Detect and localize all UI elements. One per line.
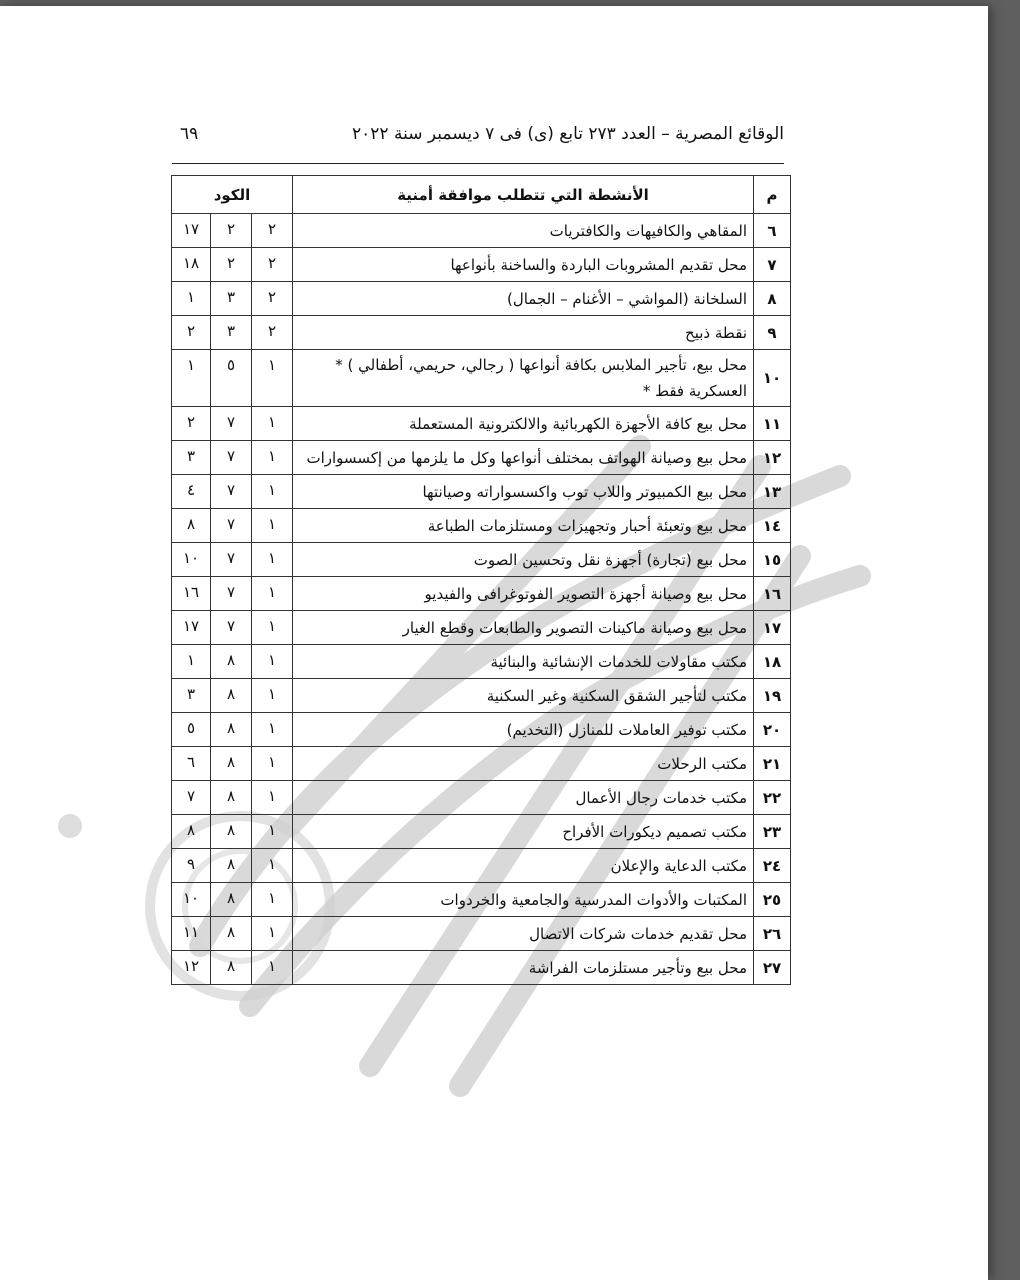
code-cell-3: ١١	[172, 917, 211, 951]
row-number: ١٥	[754, 543, 791, 577]
header-num: م	[754, 176, 791, 214]
activity-cell: محل بيع (تجارة) أجهزة نقل وتحسين الصوت	[293, 543, 754, 577]
code-cell-2: ٢	[211, 248, 252, 282]
activity-cell: محل بيع الكمبيوتر واللاب توب واكسسواراته وصيانتها	[293, 475, 754, 509]
row-number: ١٨	[754, 645, 791, 679]
code-cell-3: ١٨	[172, 248, 211, 282]
activity-cell: مكتب مقاولات للخدمات الإنشائية والبنائية	[293, 645, 754, 679]
code-cell-2: ٨	[211, 917, 252, 951]
activity-cell: محل بيع وتأجير مستلزمات الفراشة	[293, 951, 754, 985]
row-number: ٢١	[754, 747, 791, 781]
code-cell-1: ١	[252, 713, 293, 747]
activity-cell: السلخانة (المواشي – الأغنام – الجمال)	[293, 282, 754, 316]
activity-cell: محل تقديم خدمات شركات الاتصال	[293, 917, 754, 951]
code-cell-2: ٣	[211, 282, 252, 316]
table-row	[172, 917, 791, 951]
table-row	[172, 441, 791, 475]
code-cell-3: ٨	[172, 815, 211, 849]
code-cell-2: ٧	[211, 441, 252, 475]
code-cell-1: ١	[252, 611, 293, 645]
code-cell-1: ١	[252, 951, 293, 985]
row-number: ٨	[754, 282, 791, 316]
row-number: ١٠	[754, 350, 791, 407]
activity-cell: محل بيع كافة الأجهزة الكهربائية والالكترونية المستعملة	[293, 407, 754, 441]
table-row	[172, 713, 791, 747]
table-row	[172, 248, 791, 282]
document-page	[0, 6, 988, 1280]
table-row	[172, 543, 791, 577]
code-cell-2: ٧	[211, 543, 252, 577]
code-cell-2: ٨	[211, 747, 252, 781]
code-cell-2: ٥	[211, 350, 252, 407]
table-row	[172, 883, 791, 917]
table-row	[172, 316, 791, 350]
row-number: ١٣	[754, 475, 791, 509]
row-number: ١٤	[754, 509, 791, 543]
row-number: ٢٧	[754, 951, 791, 985]
table-row	[172, 407, 791, 441]
code-cell-2: ٧	[211, 407, 252, 441]
row-number: ٢٤	[754, 849, 791, 883]
code-cell-3: ١	[172, 350, 211, 407]
code-cell-3: ٩	[172, 849, 211, 883]
activity-cell: مكتب خدمات رجال الأعمال	[293, 781, 754, 815]
code-cell-3: ٧	[172, 781, 211, 815]
row-number: ٢٥	[754, 883, 791, 917]
table-row	[172, 350, 791, 407]
activity-cell: مكتب تصميم ديكورات الأفراح	[293, 815, 754, 849]
code-cell-3: ٨	[172, 509, 211, 543]
activity-cell: مكتب لتأجير الشقق السكنية وغير السكنية	[293, 679, 754, 713]
activity-cell: نقطة ذبيح	[293, 316, 754, 350]
row-number: ١٧	[754, 611, 791, 645]
activity-cell: محل بيع وصيانة ماكينات التصوير والطابعات وقطع الغيار	[293, 611, 754, 645]
code-cell-1: ١	[252, 781, 293, 815]
code-cell-3: ١٧	[172, 611, 211, 645]
code-cell-1: ٢	[252, 316, 293, 350]
activity-cell: محل بيع وصيانة أجهزة التصوير الفوتوغرافى والفيديو	[293, 577, 754, 611]
code-cell-1: ١	[252, 441, 293, 475]
code-cell-1: ١	[252, 747, 293, 781]
activity-cell: المقاهي والكافيهات والكافتريات	[293, 214, 754, 248]
table-row	[172, 611, 791, 645]
page-number: ٦٩	[180, 124, 199, 144]
code-cell-3: ٢	[172, 316, 211, 350]
code-cell-1: ١	[252, 883, 293, 917]
code-cell-2: ٨	[211, 951, 252, 985]
code-cell-1: ١	[252, 350, 293, 407]
code-cell-3: ٣	[172, 441, 211, 475]
row-number: ٧	[754, 248, 791, 282]
header-activity: الأنشطة التي تتطلب موافقة أمنية	[293, 176, 754, 214]
table-row	[172, 679, 791, 713]
code-cell-1: ١	[252, 577, 293, 611]
row-number: ٢٠	[754, 713, 791, 747]
code-cell-2: ٧	[211, 611, 252, 645]
activity-cell: محل بيع وصيانة الهواتف بمختلف أنواعها وكل ما يلزمها من إكسسوارات	[293, 441, 754, 475]
code-cell-1: ١	[252, 679, 293, 713]
code-cell-1: ١	[252, 407, 293, 441]
table-row	[172, 645, 791, 679]
security-activities-table	[171, 175, 791, 985]
table-row	[172, 747, 791, 781]
code-cell-3: ٤	[172, 475, 211, 509]
header-divider	[172, 163, 784, 164]
row-number: ١٦	[754, 577, 791, 611]
code-cell-1: ١	[252, 645, 293, 679]
page-header	[172, 124, 784, 154]
row-number: ١١	[754, 407, 791, 441]
activity-cell: محل بيع، تأجير الملابس بكافة أنواعها ( رجالي، حريمي، أطفالي ) * العسكرية فقط *	[293, 350, 754, 407]
table-row	[172, 781, 791, 815]
row-number: ١٩	[754, 679, 791, 713]
row-number: ١٢	[754, 441, 791, 475]
code-cell-2: ٧	[211, 509, 252, 543]
code-cell-2: ٨	[211, 781, 252, 815]
code-cell-3: ١	[172, 645, 211, 679]
code-cell-3: ٦	[172, 747, 211, 781]
table-row	[172, 475, 791, 509]
code-cell-3: ٢	[172, 407, 211, 441]
table-body	[172, 214, 791, 985]
table-row	[172, 815, 791, 849]
row-number: ٦	[754, 214, 791, 248]
row-number: ٩	[754, 316, 791, 350]
code-cell-1: ١	[252, 509, 293, 543]
code-cell-1: ١	[252, 815, 293, 849]
table-row	[172, 282, 791, 316]
row-number: ٢٦	[754, 917, 791, 951]
code-cell-2: ٧	[211, 475, 252, 509]
code-cell-1: ٢	[252, 282, 293, 316]
code-cell-2: ٨	[211, 883, 252, 917]
code-cell-1: ١	[252, 543, 293, 577]
table-row	[172, 849, 791, 883]
code-cell-3: ١٠	[172, 883, 211, 917]
gazette-title: الوقائع المصرية – العدد ٢٧٣ تابع (ى) فى ٧ ديسمبر سنة ٢٠٢٢	[352, 124, 784, 144]
activity-cell: محل تقديم المشروبات الباردة والساخنة بأنواعها	[293, 248, 754, 282]
header-code: الكود	[172, 176, 293, 214]
table-row	[172, 577, 791, 611]
code-cell-3: ١٧	[172, 214, 211, 248]
code-cell-1: ٢	[252, 214, 293, 248]
activity-cell: محل بيع وتعبئة أحبار وتجهيزات ومستلزمات الطباعة	[293, 509, 754, 543]
code-cell-1: ١	[252, 917, 293, 951]
code-cell-1: ١	[252, 475, 293, 509]
code-cell-2: ٣	[211, 316, 252, 350]
code-cell-1: ٢	[252, 248, 293, 282]
code-cell-2: ٨	[211, 645, 252, 679]
table-row	[172, 214, 791, 248]
code-cell-2: ٨	[211, 815, 252, 849]
code-cell-2: ٨	[211, 679, 252, 713]
code-cell-1: ١	[252, 849, 293, 883]
code-cell-2: ٢	[211, 214, 252, 248]
table-row	[172, 951, 791, 985]
code-cell-2: ٨	[211, 849, 252, 883]
table-header-row	[172, 176, 791, 214]
code-cell-3: ١٢	[172, 951, 211, 985]
activity-cell: مكتب توفير العاملات للمنازل (التخديم)	[293, 713, 754, 747]
code-cell-3: ٣	[172, 679, 211, 713]
activity-cell: مكتب الدعاية والإعلان	[293, 849, 754, 883]
code-cell-3: ١٠	[172, 543, 211, 577]
activity-cell: مكتب الرحلات	[293, 747, 754, 781]
code-cell-3: ١٦	[172, 577, 211, 611]
row-number: ٢٣	[754, 815, 791, 849]
row-number: ٢٢	[754, 781, 791, 815]
table-row	[172, 509, 791, 543]
code-cell-2: ٨	[211, 713, 252, 747]
code-cell-2: ٧	[211, 577, 252, 611]
activity-cell: المكتبات والأدوات المدرسية والجامعية والخردوات	[293, 883, 754, 917]
code-cell-3: ١	[172, 282, 211, 316]
code-cell-3: ٥	[172, 713, 211, 747]
